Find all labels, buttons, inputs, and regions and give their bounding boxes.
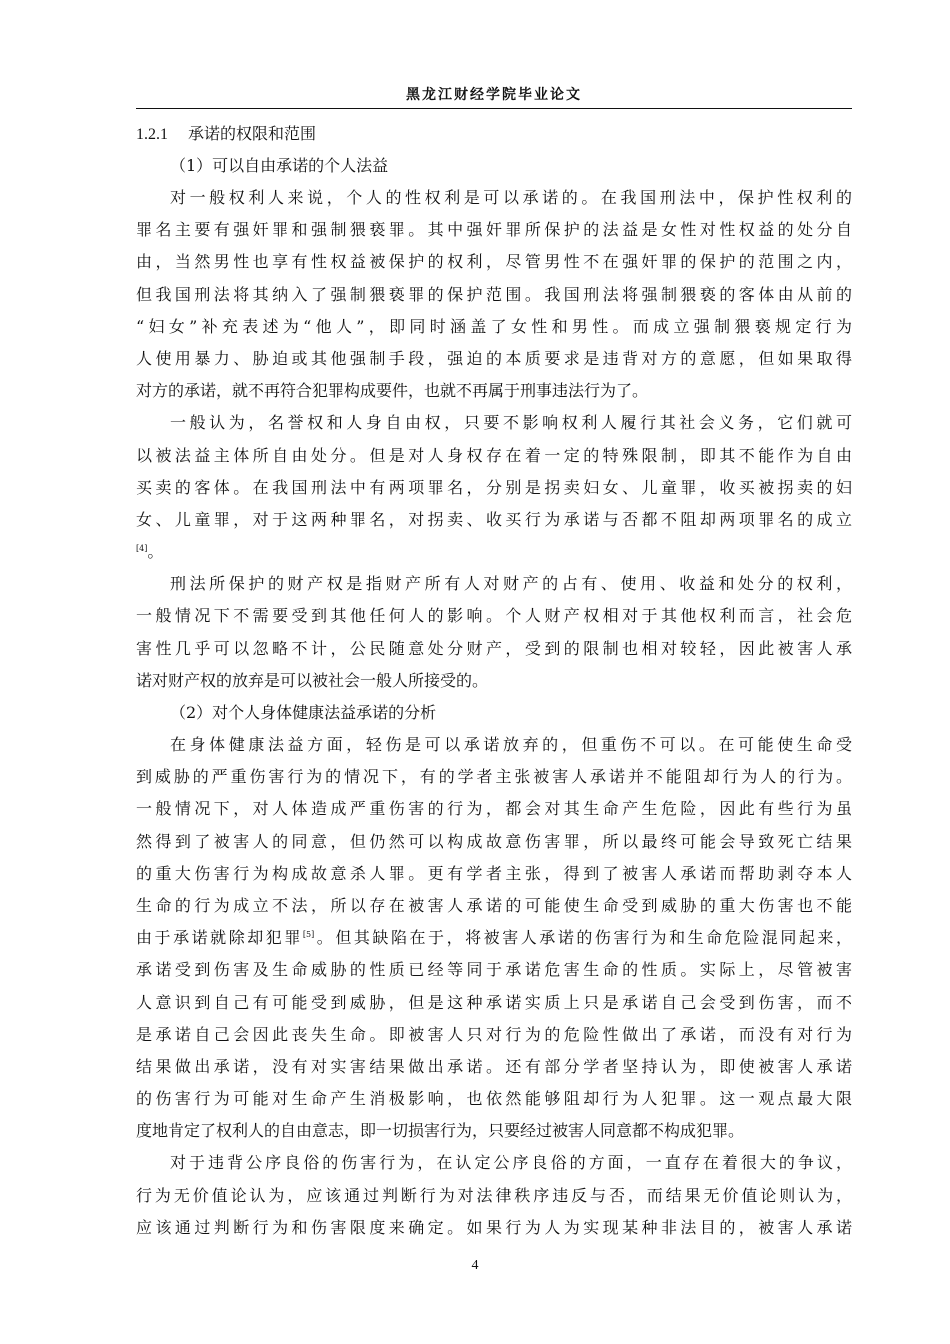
paragraph-1 [136, 182, 852, 407]
page-header: 黑龙江财经学院毕业论文 [406, 87, 582, 103]
citation-ref: [4] [136, 544, 148, 554]
paragraph-line [136, 922, 852, 954]
paragraph-line: 对方的承诺，就不再符合犯罪构成要件，也就不再属于刑事违法行为了。 [136, 381, 649, 401]
page-content [136, 118, 852, 1244]
subsection-heading-1: （1）可以自由承诺的个人法益 [170, 156, 389, 175]
citation-ref: [5] [302, 930, 315, 940]
paragraph-line [136, 536, 852, 568]
page-number: 4 [471, 1258, 479, 1273]
paragraph-line: 买卖的客体。在我国刑法中有两项罪名，分别是拐卖妇女、儿童罪，收买被拐卖的妇 [136, 477, 852, 497]
paragraph-line: 在身体健康法益方面，轻伤是可以承诺放弃的，但重伤不可以。在可能使生命受 [170, 735, 852, 754]
paragraph-line: “妇女”补充表述为“他人”，即同时涵盖了女性和男性。而成立强制猥亵规定行为 [136, 316, 852, 336]
paragraph-line: 罪名主要有强奸罪和强制猥亵罪。其中强奸罪所保护的法益是女性对性权益的处分自 [136, 220, 852, 240]
paragraph-line: 害性几乎可以忽略不计，公民随意处分财产，受到的限制也相对较轻，因此被害人承 [136, 638, 852, 658]
section-heading [136, 118, 852, 150]
paragraph-line: 生命的行为成立不法，所以存在被害人承诺的可能使生命受到威胁的重大伤害也不能 [136, 895, 852, 915]
paragraph-line: 但我国刑法将其纳入了强制猥亵罪的保护范围。我国刑法将强制猥亵的客体由从前的 [136, 284, 852, 304]
paragraph-5 [136, 1147, 852, 1244]
paragraph-line: 是承诺自己会因此丧失生命。即被害人只对行为的危险性做出了承诺，而没有对行为 [136, 1024, 852, 1044]
paragraph-line: 行为无价值论认为，应该通过判断行为对法律秩序违反与否，而结果无价值论则认为， [136, 1185, 852, 1205]
paragraph-line: 对于违背公序良俗的伤害行为，在认定公序良俗的方面，一直存在着很大的争议， [170, 1153, 852, 1173]
paragraph-line: 一般认为，名誉权和人身自由权，只要不影响权利人履行其社会义务，它们就可 [170, 413, 852, 433]
paragraph-line: 人使用暴力、胁迫或其他强制手段，强迫的本质要求是违背对方的意愿，但如果取得 [136, 348, 852, 368]
header-rule [136, 108, 852, 109]
paragraph-text: 。但其缺陷在于，将被害人承诺的伤害行为和生命危险混同起来， [314, 928, 852, 948]
paragraph-text: 。 [147, 542, 164, 562]
paragraph-line: 人意识到自己有可能受到威胁，但是这种承诺实质上只是承诺自己会受到伤害，而不 [136, 992, 852, 1012]
paragraph-line: 的重大伤害行为构成故意杀人罪。更有学者主张，得到了被害人承诺而帮助剥夺本人 [136, 863, 852, 883]
paragraph-line: 刑法所保护的财产权是指财产所有人对财产的占有、使用、收益和处分的权利， [170, 574, 852, 594]
subsection-heading-2: （2）对个人身体健康法益承诺的分析 [170, 703, 437, 722]
paragraph-line: 一般情况下，对人体造成严重伤害的行为，都会对其生命产生危险，因此有些行为虽 [136, 799, 852, 819]
paragraph-line: 的伤害行为可能对生命产生消极影响，也依然能够阻却行为人犯罪。这一观点最大限 [136, 1089, 852, 1109]
section-title: 承诺的权限和范围 [188, 124, 317, 143]
paragraph-line: 女、儿童罪，对于这两种罪名，对拐卖、收买行为承诺与否都不阻却两项罪名的成立 [136, 509, 852, 529]
paragraph-3 [136, 568, 852, 697]
paragraph-line: 到威胁的严重伤害行为的情况下，有的学者主张被害人承诺并不能阻却行为人的行为。 [136, 767, 852, 787]
paragraph-line: 以被法益主体所自由处分。但是对人身权存在着一定的特殊限制，即其不能作为自由 [136, 445, 852, 465]
paragraph-line: 对一般权利人来说，个人的性权利是可以承诺的。在我国刑法中，保护性权利的 [170, 188, 852, 207]
paragraph-line: 然得到了被害人的同意，但仍然可以构成故意伤害罪，所以最终可能会导致死亡结果 [136, 831, 852, 851]
paragraph-2 [136, 407, 852, 568]
paragraph-line: 结果做出承诺，没有对实害结果做出承诺。还有部分学者坚持认为，即使被害人承诺 [136, 1056, 852, 1076]
paragraph-line: 承诺受到伤害及生命威胁的性质已经等同于承诺危害生命的性质。实际上，尽管被害 [136, 960, 852, 980]
paragraph-4 [136, 729, 852, 1147]
paragraph-line: 诺对财产权的放弃是可以被社会一般人所接受的。 [136, 670, 489, 690]
paragraph-line: 由，当然男性也享有性权益被保护的权利，尽管男性不在强奸罪的保护的范围之内， [136, 252, 852, 272]
paragraph-line: 一般情况下不需要受到其他任何人的影响。个人财产权相对于其他权利而言，社会危 [136, 606, 852, 626]
section-number: 1.2.1 [136, 126, 168, 143]
paragraph-line: 应该通过判断行为和伤害限度来确定。如果行为人为实现某种非法目的，被害人承诺 [136, 1217, 852, 1237]
paragraph-text: 由于承诺就除却犯罪 [136, 928, 303, 948]
paragraph-line: 度地肯定了权利人的自由意志，即一切损害行为，只要经过被害人同意都不构成犯罪。 [136, 1121, 745, 1141]
